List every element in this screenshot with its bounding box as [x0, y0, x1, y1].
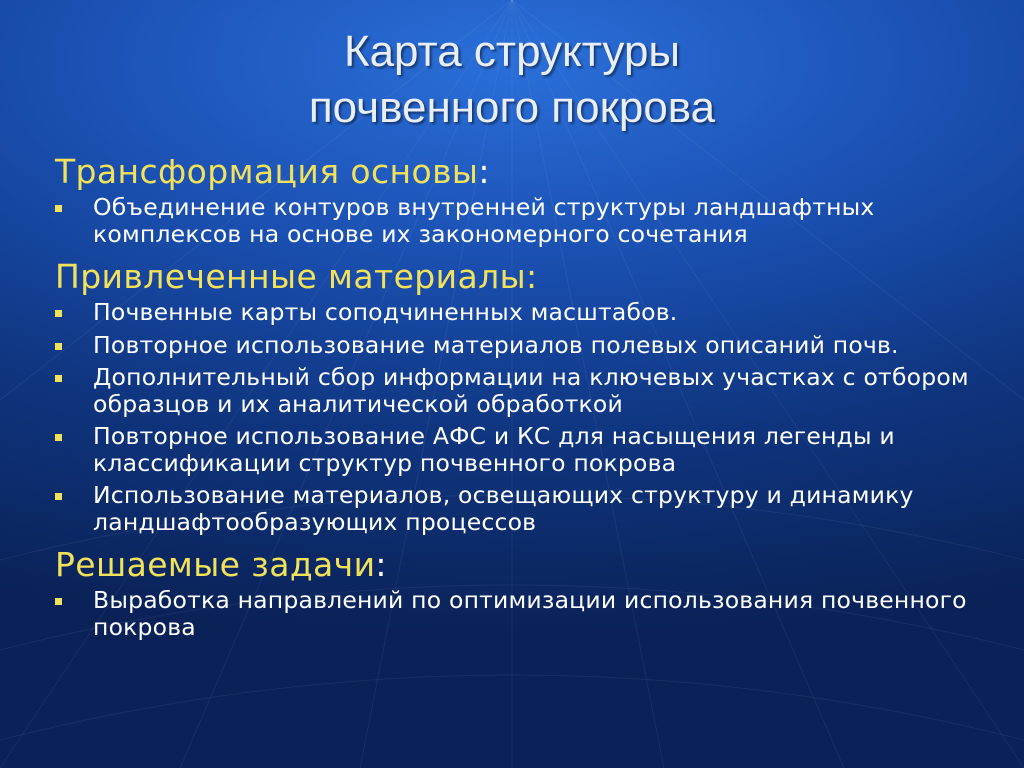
bullet-square-icon: [55, 598, 62, 605]
bullet-square-icon: [55, 205, 62, 212]
section-heading: Привлеченные материалы:: [55, 257, 538, 296]
bullet-item: [55, 423, 985, 476]
section-heading: Решаемые задачи:: [55, 545, 387, 584]
bullet-item: [55, 194, 985, 247]
bullet-item: [55, 299, 985, 326]
bullet-text: Объединение контуров внутренней структуры ландшафтных комплексов на основе их закономерного сочетания: [93, 193, 875, 248]
bullet-text: Использование материалов, освещающих структуру и динамику ландшафтообразующих процессов: [93, 481, 914, 536]
bullet-square-icon: [55, 375, 62, 382]
bullet-square-icon: [55, 343, 62, 350]
title-line-2: почвенного покрова: [308, 83, 716, 132]
slide-title: [0, 24, 1024, 136]
bullet-item: [55, 332, 985, 359]
bullet-text: Повторное использование АФС и КС для насыщения легенды и классификации структур почвенного покрова: [93, 422, 895, 477]
bullet-square-icon: [55, 493, 62, 500]
bullet-text: Повторное использование материалов полевых описаний почв.: [93, 330, 899, 359]
bullet-item: [55, 587, 985, 640]
bullet-square-icon: [55, 434, 62, 441]
bullet-item: [55, 482, 985, 535]
title-line-1: Карта структуры: [343, 27, 681, 76]
slide-content: [55, 152, 985, 646]
bullet-square-icon: [55, 310, 62, 317]
bullet-item: [55, 364, 985, 417]
bullet-text: Почвенные карты соподчиненных масштабов.: [93, 298, 678, 326]
section-heading: Трансформация основы:: [55, 152, 490, 191]
bullet-text: Выработка направлений по оптимизации использования почвенного покрова: [93, 586, 967, 641]
bullet-text: Дополнительный сбор информации на ключевых участках с отбором образцов и их аналитической обработкой: [93, 363, 969, 418]
